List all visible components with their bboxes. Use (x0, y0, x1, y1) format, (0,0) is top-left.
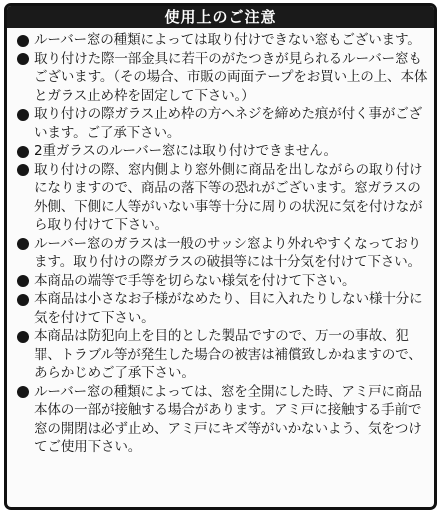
caution-item (17, 105, 428, 142)
caution-panel (4, 3, 437, 510)
bullet-icon (17, 331, 29, 343)
caution-item-text: 本商品の端等で手等を切らない様気を付けて下さい。 (34, 272, 356, 289)
bullet-icon (17, 275, 29, 287)
bullet-icon (17, 386, 29, 398)
bullet-icon (17, 164, 29, 176)
caution-item (17, 50, 428, 106)
caution-list (7, 28, 434, 457)
caution-item-text: 本商品は小さなお子様がなめたり、目に入れたりしない様十分に気を付けて下さい。 (34, 291, 423, 326)
caution-item (17, 31, 428, 50)
caution-item-text: 本商品は防犯向上を目的とした製品ですので、万一の事故、犯罪、トラブル等が発生した場合の被害は補償致しかねますので、あらかじめご了承下さい。 (34, 328, 422, 381)
caution-item-text: 取り付けの際ガラス止め枠の方へネジを締めた痕が付く事がございます。ご了承下さい。 (34, 106, 423, 141)
caution-item-text: 2重ガラスのルーバー窓には取り付けできません。 (34, 143, 337, 159)
caution-item-text: 取り付けの際、窓内側より窓外側に商品を出しながらの取り付けになりますので、商品の落下等の恐れがございます。窓ガラスの外側、下側に人等がいない事等十分に周りの状況に気を付けながら取り付けて下さい。 (34, 161, 423, 233)
bullet-icon (17, 53, 29, 65)
caution-item (17, 290, 428, 327)
caution-item-text: 取り付けた際一部金具に若干のがたつきが見られるルーバー窓もございます。（その場合、市販の両面テープをお買い上の上、本体とガラス止め枠を固定して下さい。） (34, 50, 428, 104)
caution-title: 使用上のご注意 (7, 6, 434, 28)
bullet-icon (17, 35, 29, 47)
caution-item (17, 383, 428, 457)
caution-item (17, 235, 428, 272)
caution-item (17, 142, 428, 161)
caution-item-text: ルーバー窓の種類によっては取り付けできない窓もございます。 (34, 32, 421, 48)
caution-item (17, 272, 428, 291)
caution-item-text: ルーバー窓の種類によっては、窓を全開にした時、アミ戸に商品本体の一部が接触する場合があります。アミ戸に接触する手前で窓の開閉は必ず止め、アミ戸にキズ等がいかないよう、気をつけてご使用下さい。 (34, 383, 422, 455)
bullet-icon (17, 109, 29, 121)
caution-item (17, 327, 428, 383)
bullet-icon (17, 146, 29, 158)
bullet-icon (17, 294, 29, 306)
caution-item (17, 161, 428, 235)
bullet-icon (17, 238, 29, 250)
caution-item-text: ルーバー窓のガラスは一般のサッシ窓より外れやすくなっております。取り付けの際ガラスの破損等には十分気を付けて下さい。 (34, 235, 422, 270)
